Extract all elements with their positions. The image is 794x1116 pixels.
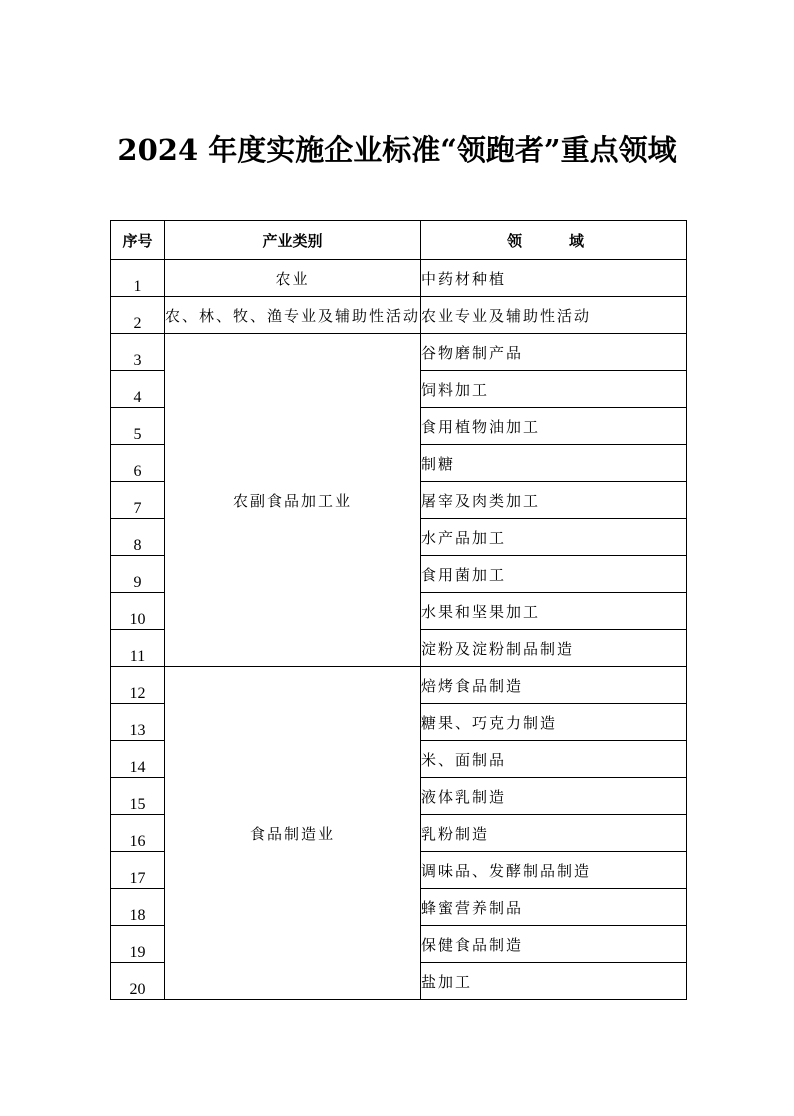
- row-number: 11: [111, 630, 165, 667]
- row-number: 6: [111, 445, 165, 482]
- key-area: 液体乳制造: [421, 778, 687, 815]
- row-number: 16: [111, 815, 165, 852]
- row-number: 15: [111, 778, 165, 815]
- key-area: 农业专业及辅助性活动: [421, 297, 687, 334]
- industry-category: 农副食品加工业: [165, 334, 421, 667]
- key-area: 调味品、发酵制品制造: [421, 852, 687, 889]
- key-area: 淀粉及淀粉制品制造: [421, 630, 687, 667]
- row-number: 5: [111, 408, 165, 445]
- row-number: 17: [111, 852, 165, 889]
- key-area: 盐加工: [421, 963, 687, 1000]
- industry-category: 农业: [165, 260, 421, 297]
- table-row: [111, 334, 687, 371]
- row-number: 10: [111, 593, 165, 630]
- key-area: 水产品加工: [421, 519, 687, 556]
- key-area: 保健食品制造: [421, 926, 687, 963]
- industry-category: 农、林、牧、渔专业及辅助性活动: [165, 297, 421, 334]
- header-seq: 序号: [111, 221, 165, 260]
- row-number: 18: [111, 889, 165, 926]
- key-area: 水果和坚果加工: [421, 593, 687, 630]
- table-row: [111, 260, 687, 297]
- key-area: 谷物磨制产品: [421, 334, 687, 371]
- industry-category: 食品制造业: [165, 667, 421, 1000]
- row-number: 1: [111, 260, 165, 297]
- key-area: 乳粉制造: [421, 815, 687, 852]
- row-number: 19: [111, 926, 165, 963]
- row-number: 3: [111, 334, 165, 371]
- page-title: 2024 年度实施企业标准“领跑者”重点领域: [117, 133, 677, 167]
- standards-table: [110, 220, 687, 1000]
- key-area: 蜂蜜营养制品: [421, 889, 687, 926]
- row-number: 8: [111, 519, 165, 556]
- table-row: [111, 667, 687, 704]
- key-area: 食用植物油加工: [421, 408, 687, 445]
- key-area: 焙烤食品制造: [421, 667, 687, 704]
- key-area: 食用菌加工: [421, 556, 687, 593]
- key-area: 制糖: [421, 445, 687, 482]
- row-number: 12: [111, 667, 165, 704]
- table-header-row: [111, 221, 687, 260]
- table-row: [111, 297, 687, 334]
- row-number: 2: [111, 297, 165, 334]
- key-area: 屠宰及肉类加工: [421, 482, 687, 519]
- key-area: 中药材种植: [421, 260, 687, 297]
- header-category: 产业类别: [165, 221, 421, 260]
- row-number: 9: [111, 556, 165, 593]
- row-number: 14: [111, 741, 165, 778]
- row-number: 13: [111, 704, 165, 741]
- row-number: 20: [111, 963, 165, 1000]
- key-area: 饲料加工: [421, 371, 687, 408]
- row-number: 7: [111, 482, 165, 519]
- row-number: 4: [111, 371, 165, 408]
- key-area: 糖果、巧克力制造: [421, 704, 687, 741]
- header-area: 领 域: [421, 221, 687, 260]
- key-area: 米、面制品: [421, 741, 687, 778]
- table-body: [111, 260, 687, 1000]
